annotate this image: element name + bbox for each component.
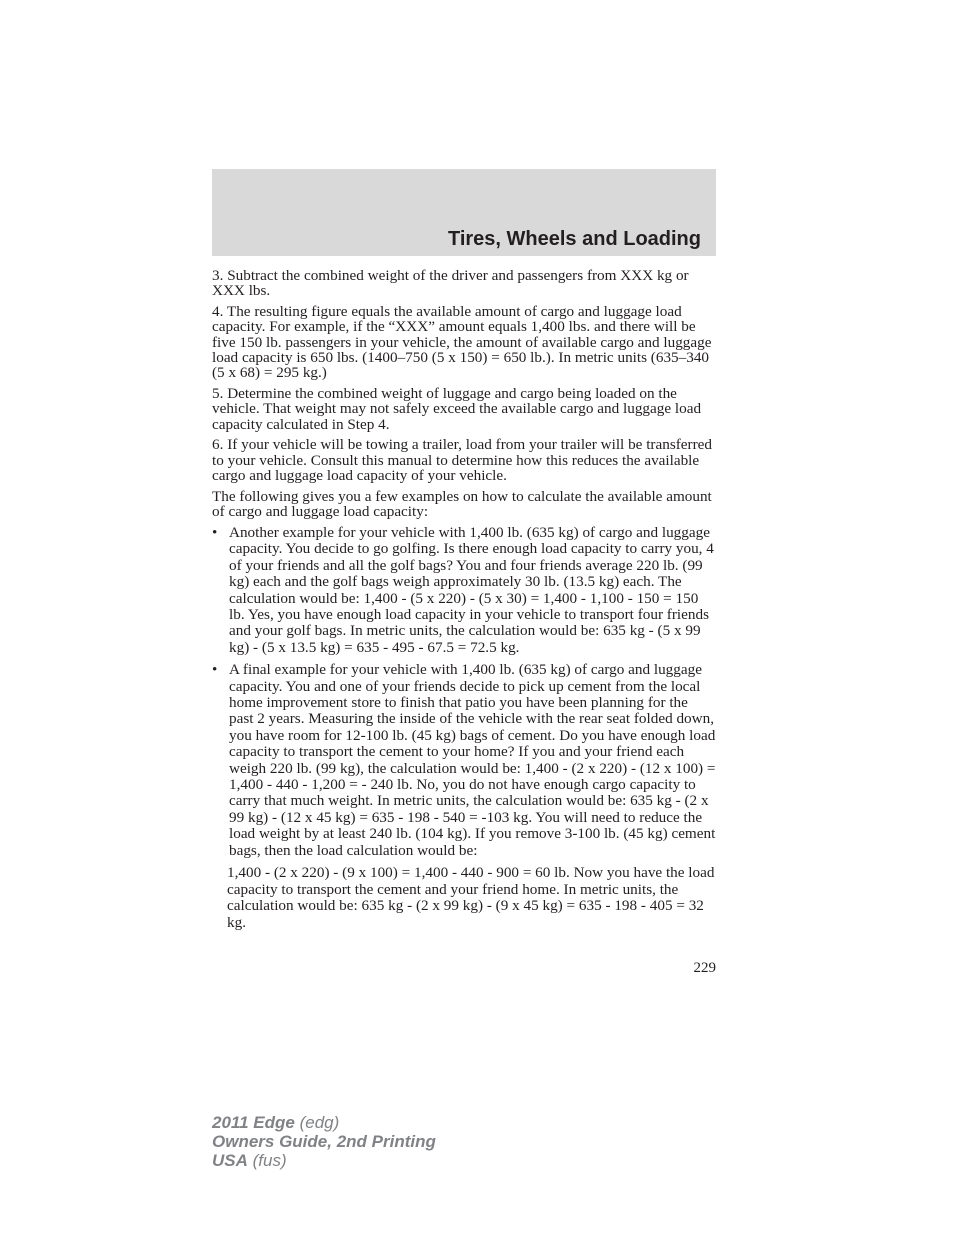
bullet-mark: • — [212, 661, 218, 679]
list-item — [212, 662, 716, 859]
footer-region-code: (fus) — [252, 1151, 287, 1170]
footer-model-line — [212, 1113, 436, 1132]
examples-list — [212, 525, 716, 859]
step-4-paragraph: 4. The resulting figure equals the available amount of cargo and luggage load capacity. For example, if the “XXX” amount equals 1,400 lbs. and there will be five 150 lb. passengers in your vehicle, the amount of available cargo and luggage load capacity is 650 lbs. (1400–750 (5 x 150) = 650 lb.). In metric units (635–340 (5 x 68) = 295 kg.) — [212, 303, 712, 382]
list-item — [212, 525, 716, 656]
page-number: 229 — [693, 960, 716, 976]
footer-guide-line — [212, 1132, 436, 1151]
footer-guide: Owners Guide, 2nd Printing — [212, 1132, 436, 1151]
step-6-paragraph: 6. If your vehicle will be towing a trailer, load from your trailer will be transferred to your vehicle. Consult this manual to determine how this reduces the available cargo and luggage load capacity of your vehicle. — [212, 436, 712, 485]
footer-model: 2011 Edge — [212, 1113, 295, 1132]
section-title: Tires, Wheels and Loading — [447, 228, 701, 250]
footer-region-line — [212, 1151, 436, 1170]
golf-example-text: Another example for your vehicle with 1,400 lb. (635 kg) of cargo and luggage capacity. You decide to go golfing. Is there enough load capacity to carry you, 4 of your friends and all the golf bags? You and four friends average 220 lb. (99 kg) each and the golf bags weigh approximately 30 lb. (13.5 kg) each. The calculation would be: 1,400 - (5 x 220) - (5 x 30) = 1,400 - 1,100 - 150 = 150 lb. Yes, you have enough load capacity in your vehicle to transport four friends and your golf bags. In metric units, the calculation would be: 635 kg - (5 x 99 kg) - (5 x 13.5 kg) = 635 - 495 - 67.5 = 72.5 kg. — [229, 523, 714, 656]
section-header-band — [212, 169, 716, 256]
cement-example-text: A final example for your vehicle with 1,400 lb. (635 kg) of cargo and luggage capacity. You and one of your friends decide to pick up cement from the local home improvement store to finish that patio you have been planning for the past 2 years. Measuring the inside of the vehicle with the rear seat folded down, you have room for 12-100 lb. (45 kg) bags of cement. Do you have enough load capacity to transport the cement to your home? If you and your friend each weigh 220 lb. (99 kg), the calculation would be: 1,400 - (2 x 220) - (12 x 100) = 1,400 - 440 - 1,200 = - 240 lb. No, you do not have enough cargo capacity to carry that much weight. In metric units, the calculation would be: 635 kg - (2 x 99 kg) - (12 x 45 kg) = 635 - 198 - 540 = -103 kg. You will need to reduce the load weight by at least 240 lb. (104 kg). If you remove 3-100 lb. (45 kg) cement bags, then the load calculation would be: — [229, 661, 716, 859]
cement-example-continuation: 1,400 - (2 x 220) - (9 x 100) = 1,400 - 440 - 900 = 60 lb. Now you have the load capacity to transport the cement and your friend home. In metric units, the calculation would be: 635 kg - (2 x 99 kg) - (9 x 45 kg) = 635 - 198 - 405 = 32 kg. — [227, 864, 715, 931]
step-3-paragraph: 3. Subtract the combined weight of the driver and passengers from XXX kg or XXX lbs. — [212, 267, 689, 300]
step-5-paragraph: 5. Determine the combined weight of luggage and cargo being loaded on the vehicle. That weight may not safely exceed the available cargo and luggage load capacity calculated in Step 4. — [212, 385, 702, 433]
page-body — [212, 268, 716, 931]
examples-intro-paragraph: The following gives you a few examples on how to calculate the available amount of cargo and luggage load capacity: — [212, 487, 712, 521]
footer-region: USA — [212, 1151, 248, 1170]
bullet-mark: • — [212, 523, 218, 541]
footer-model-code: (edg) — [299, 1113, 340, 1132]
document-footer — [212, 1113, 436, 1170]
